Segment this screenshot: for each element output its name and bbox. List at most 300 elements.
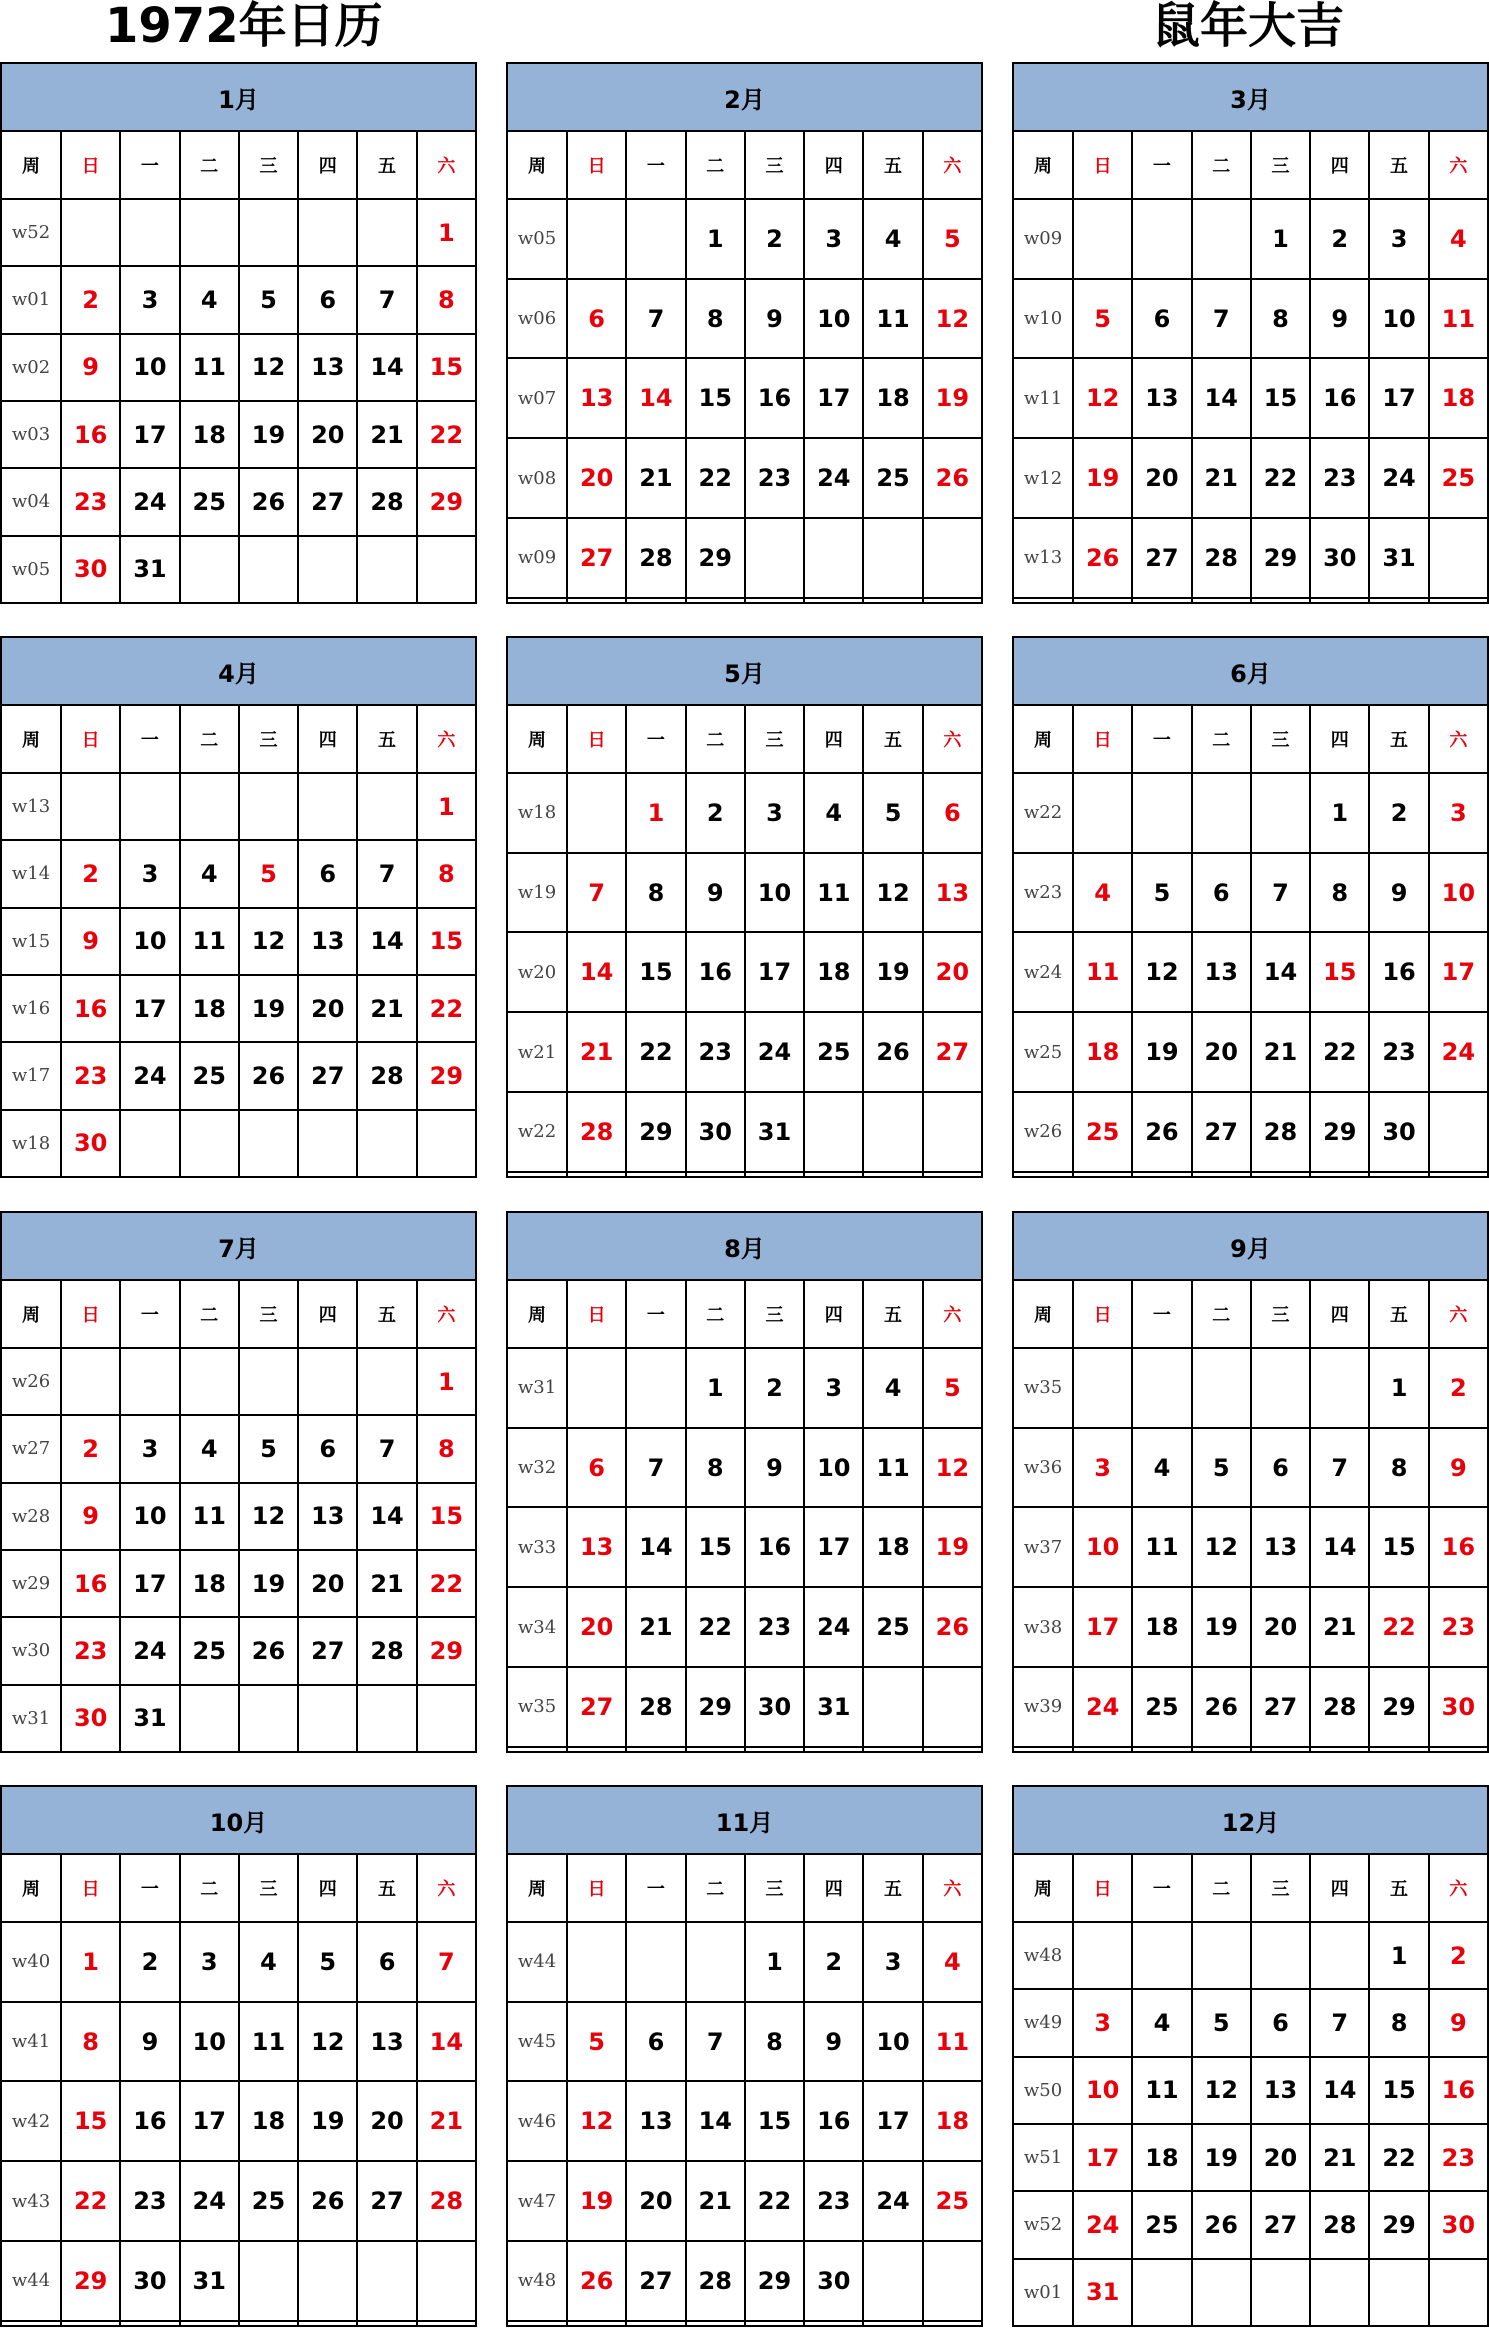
day-cell: 1 — [686, 1348, 745, 1428]
week-row — [1013, 1092, 1488, 1172]
weekday-header: 六 — [417, 705, 476, 773]
weekday-header: 一 — [120, 705, 179, 773]
day-cell: 18 — [863, 358, 922, 438]
day-cell: 9 — [1310, 279, 1369, 359]
week-number: w40 — [1, 1922, 61, 2002]
day-cell: 14 — [1192, 358, 1251, 438]
day-cell: 4 — [804, 773, 863, 853]
weekday-header: 周 — [507, 705, 567, 773]
weekday-header: 一 — [626, 705, 685, 773]
week-number: w45 — [507, 2002, 567, 2082]
day-cell — [298, 1110, 357, 1177]
day-cell: 16 — [745, 358, 804, 438]
day-cell — [239, 1685, 298, 1752]
day-cell: 5 — [567, 2002, 626, 2082]
weekday-header: 日 — [61, 131, 120, 199]
weekday-header: 周 — [507, 1280, 567, 1348]
day-cell: 6 — [298, 266, 357, 333]
week-row — [1013, 1922, 1488, 1989]
day-cell: 26 — [567, 2241, 626, 2321]
day-cell — [863, 1172, 922, 1177]
day-cell: 17 — [804, 1507, 863, 1587]
weekday-header: 六 — [923, 1854, 982, 1922]
day-cell — [567, 199, 626, 279]
day-cell: 2 — [745, 199, 804, 279]
day-cell: 1 — [417, 773, 476, 840]
day-cell — [863, 598, 922, 603]
week-row — [507, 1012, 982, 1092]
day-cell: 20 — [298, 1550, 357, 1617]
weekday-header: 六 — [1429, 705, 1488, 773]
day-cell — [1429, 518, 1488, 598]
day-cell — [1429, 1747, 1488, 1752]
day-cell: 24 — [804, 1587, 863, 1667]
month-6 — [1012, 636, 1489, 1178]
day-cell: 3 — [1429, 773, 1488, 853]
day-cell: 20 — [357, 2081, 416, 2161]
day-cell: 7 — [626, 1428, 685, 1508]
day-cell: 7 — [686, 2002, 745, 2082]
week-row — [507, 598, 982, 603]
day-cell: 17 — [1429, 932, 1488, 1012]
day-cell: 19 — [923, 1507, 982, 1587]
day-cell: 28 — [357, 468, 416, 535]
weekday-header: 三 — [239, 1854, 298, 1922]
week-row — [1013, 1507, 1488, 1587]
weekday-header: 周 — [1, 131, 61, 199]
week-row — [1013, 1012, 1488, 1092]
weekday-header: 六 — [923, 1280, 982, 1348]
day-cell: 4 — [180, 840, 239, 907]
month-table — [1012, 636, 1489, 1178]
day-cell: 13 — [567, 1507, 626, 1587]
month-table — [1012, 1211, 1489, 1753]
weekday-header: 四 — [298, 1854, 357, 1922]
week-number: w03 — [1, 401, 61, 468]
day-cell: 17 — [1073, 2124, 1132, 2191]
weekday-header-row — [507, 1854, 982, 1922]
day-cell — [567, 1922, 626, 2002]
day-cell: 29 — [417, 1042, 476, 1109]
month-table — [0, 636, 477, 1178]
weekday-header-row — [1, 705, 476, 773]
day-cell: 17 — [804, 358, 863, 438]
day-cell — [686, 2321, 745, 2326]
day-cell: 19 — [1132, 1012, 1191, 1092]
weekday-header: 五 — [357, 131, 416, 199]
week-row — [1, 536, 476, 603]
day-cell: 4 — [180, 266, 239, 333]
weekday-header-row — [507, 1280, 982, 1348]
week-number: w05 — [507, 199, 567, 279]
day-cell — [863, 2321, 922, 2326]
day-cell: 4 — [1429, 199, 1488, 279]
week-number: w27 — [1, 1415, 61, 1482]
day-cell: 17 — [180, 2081, 239, 2161]
day-cell: 1 — [745, 1922, 804, 2002]
day-cell: 28 — [567, 1092, 626, 1172]
day-cell: 2 — [1310, 199, 1369, 279]
week-row — [1013, 1747, 1488, 1752]
weekday-header: 二 — [1192, 705, 1251, 773]
weekday-header: 日 — [567, 131, 626, 199]
day-cell: 20 — [298, 401, 357, 468]
week-row — [1013, 279, 1488, 359]
weekday-header: 二 — [686, 1854, 745, 1922]
week-row — [1, 2321, 476, 2326]
week-row — [507, 1587, 982, 1667]
week-row — [507, 2321, 982, 2326]
day-cell: 15 — [1310, 932, 1369, 1012]
week-row — [507, 932, 982, 1012]
weekday-header: 五 — [357, 705, 416, 773]
day-cell — [626, 1747, 685, 1752]
day-cell: 15 — [686, 1507, 745, 1587]
day-cell: 15 — [1369, 2057, 1428, 2124]
day-cell — [863, 1667, 922, 1747]
week-row — [1, 1617, 476, 1684]
week-number — [1013, 1172, 1073, 1177]
week-number — [1013, 598, 1073, 603]
day-cell: 16 — [61, 401, 120, 468]
week-row — [1, 1550, 476, 1617]
day-cell: 23 — [1369, 1012, 1428, 1092]
day-cell: 29 — [1251, 518, 1310, 598]
week-number: w15 — [1, 908, 61, 975]
day-cell — [180, 199, 239, 266]
day-cell: 28 — [626, 518, 685, 598]
month-table — [506, 62, 983, 604]
day-cell: 20 — [1251, 2124, 1310, 2191]
month-3 — [1012, 62, 1489, 604]
day-cell: 12 — [239, 1483, 298, 1550]
day-cell: 8 — [1310, 853, 1369, 933]
day-cell: 6 — [923, 773, 982, 853]
day-cell — [626, 199, 685, 279]
day-cell: 7 — [357, 840, 416, 907]
day-cell: 25 — [239, 2161, 298, 2241]
day-cell: 5 — [1132, 853, 1191, 933]
day-cell: 24 — [1073, 2191, 1132, 2258]
day-cell: 1 — [1310, 773, 1369, 853]
week-number: w26 — [1, 1348, 61, 1415]
day-cell: 15 — [61, 2081, 120, 2161]
day-cell: 9 — [120, 2002, 179, 2082]
day-cell: 6 — [626, 2002, 685, 2082]
day-cell — [180, 536, 239, 603]
day-cell: 22 — [417, 975, 476, 1042]
day-cell: 27 — [626, 2241, 685, 2321]
day-cell: 9 — [61, 1483, 120, 1550]
weekday-header: 二 — [686, 1280, 745, 1348]
day-cell — [567, 1747, 626, 1752]
day-cell: 24 — [1429, 1012, 1488, 1092]
day-cell: 7 — [1192, 279, 1251, 359]
day-cell: 22 — [417, 1550, 476, 1617]
day-cell: 12 — [1073, 358, 1132, 438]
weekday-header: 一 — [120, 131, 179, 199]
day-cell: 26 — [923, 1587, 982, 1667]
day-cell: 9 — [745, 279, 804, 359]
day-cell — [686, 1922, 745, 2002]
day-cell: 23 — [1429, 2124, 1488, 2191]
week-row — [1, 2241, 476, 2321]
day-cell — [298, 536, 357, 603]
day-cell: 27 — [357, 2161, 416, 2241]
week-number: w37 — [1013, 1507, 1073, 1587]
week-number: w46 — [507, 2081, 567, 2161]
day-cell: 27 — [298, 468, 357, 535]
week-number — [507, 1172, 567, 1177]
month-title: 3月 — [1013, 63, 1488, 131]
week-number: w20 — [507, 932, 567, 1012]
day-cell: 6 — [1192, 853, 1251, 933]
week-number: w25 — [1013, 1012, 1073, 1092]
day-cell: 1 — [1369, 1922, 1428, 1989]
day-cell: 31 — [745, 1092, 804, 1172]
day-cell: 27 — [298, 1042, 357, 1109]
month-11 — [506, 1785, 983, 2327]
week-row — [1013, 1667, 1488, 1747]
week-number: w22 — [507, 1092, 567, 1172]
weekday-header: 五 — [863, 1280, 922, 1348]
day-cell: 31 — [1369, 518, 1428, 598]
week-row — [1013, 518, 1488, 598]
day-cell: 23 — [61, 1617, 120, 1684]
week-row — [1013, 2124, 1488, 2191]
day-cell — [357, 199, 416, 266]
weekday-header: 二 — [180, 705, 239, 773]
week-number: w29 — [1, 1550, 61, 1617]
day-cell: 9 — [1429, 1989, 1488, 2056]
day-cell — [61, 773, 120, 840]
week-row — [507, 1428, 982, 1508]
day-cell: 14 — [567, 932, 626, 1012]
weekday-header-row — [1, 1280, 476, 1348]
week-number: w42 — [1, 2081, 61, 2161]
day-cell: 25 — [1132, 2191, 1191, 2258]
month-8 — [506, 1211, 983, 1753]
day-cell: 13 — [1251, 2057, 1310, 2124]
week-row — [507, 2002, 982, 2082]
day-cell: 6 — [1251, 1428, 1310, 1508]
day-cell: 8 — [1369, 1428, 1428, 1508]
week-row — [507, 1507, 982, 1587]
week-number: w50 — [1013, 2057, 1073, 2124]
week-number: w09 — [1013, 199, 1073, 279]
week-row — [1, 840, 476, 907]
week-row — [507, 2081, 982, 2161]
day-cell: 4 — [180, 1415, 239, 1482]
weekday-header: 四 — [298, 1280, 357, 1348]
weekday-header: 日 — [567, 1280, 626, 1348]
weekday-header: 五 — [357, 1280, 416, 1348]
day-cell: 18 — [923, 2081, 982, 2161]
day-cell: 9 — [61, 908, 120, 975]
day-cell: 3 — [1073, 1989, 1132, 2056]
week-row — [1013, 438, 1488, 518]
day-cell — [298, 2241, 357, 2321]
day-cell: 15 — [745, 2081, 804, 2161]
day-cell: 17 — [1073, 1587, 1132, 1667]
day-cell: 8 — [417, 840, 476, 907]
weekday-header: 日 — [567, 705, 626, 773]
day-cell — [626, 2321, 685, 2326]
day-cell — [1132, 2259, 1191, 2326]
weekday-header: 二 — [686, 131, 745, 199]
weekday-header: 周 — [1, 705, 61, 773]
day-cell — [804, 518, 863, 598]
day-cell: 25 — [1132, 1667, 1191, 1747]
weekday-header: 四 — [804, 131, 863, 199]
day-cell: 28 — [417, 2161, 476, 2241]
day-cell: 28 — [1251, 1092, 1310, 1172]
day-cell — [239, 2321, 298, 2326]
day-cell: 19 — [1192, 1587, 1251, 1667]
day-cell: 4 — [1073, 853, 1132, 933]
day-cell: 19 — [567, 2161, 626, 2241]
weekday-header: 三 — [745, 1854, 804, 1922]
day-cell: 13 — [357, 2002, 416, 2082]
month-title: 9月 — [1013, 1212, 1488, 1280]
weekday-header: 四 — [804, 1280, 863, 1348]
week-row — [507, 773, 982, 853]
day-cell: 16 — [804, 2081, 863, 2161]
day-cell: 18 — [804, 932, 863, 1012]
month-table — [506, 636, 983, 1178]
day-cell: 5 — [1192, 1989, 1251, 2056]
day-cell: 25 — [1429, 438, 1488, 518]
weekday-header: 四 — [1310, 1854, 1369, 1922]
day-cell: 15 — [1251, 358, 1310, 438]
day-cell: 7 — [1251, 853, 1310, 933]
weekday-header: 日 — [1073, 1854, 1132, 1922]
day-cell: 25 — [923, 2161, 982, 2241]
day-cell — [567, 1348, 626, 1428]
week-row — [1013, 2259, 1488, 2326]
day-cell: 21 — [686, 2161, 745, 2241]
weekday-header: 周 — [507, 131, 567, 199]
day-cell: 23 — [61, 468, 120, 535]
day-cell: 24 — [1369, 438, 1428, 518]
day-cell: 16 — [120, 2081, 179, 2161]
day-cell: 21 — [1251, 1012, 1310, 1092]
day-cell: 13 — [298, 1483, 357, 1550]
day-cell — [417, 536, 476, 603]
day-cell — [1251, 2259, 1310, 2326]
day-cell: 2 — [61, 1415, 120, 1482]
day-cell: 28 — [1310, 2191, 1369, 2258]
day-cell: 11 — [1132, 2057, 1191, 2124]
week-number: w36 — [1013, 1428, 1073, 1508]
week-row — [507, 853, 982, 933]
day-cell: 31 — [120, 536, 179, 603]
day-cell — [1132, 1747, 1191, 1752]
day-cell: 16 — [1369, 932, 1428, 1012]
day-cell: 26 — [239, 1042, 298, 1109]
day-cell: 13 — [923, 853, 982, 933]
day-cell: 9 — [1429, 1428, 1488, 1508]
day-cell: 19 — [1192, 2124, 1251, 2191]
day-cell: 22 — [745, 2161, 804, 2241]
day-cell — [626, 598, 685, 603]
day-cell: 5 — [923, 199, 982, 279]
day-cell — [357, 1348, 416, 1415]
day-cell: 29 — [1310, 1092, 1369, 1172]
day-cell — [357, 1685, 416, 1752]
week-row — [1, 2081, 476, 2161]
day-cell: 2 — [61, 266, 120, 333]
day-cell — [239, 536, 298, 603]
day-cell: 16 — [1429, 2057, 1488, 2124]
day-cell: 14 — [626, 1507, 685, 1587]
day-cell: 29 — [626, 1092, 685, 1172]
week-number — [507, 598, 567, 603]
day-cell: 20 — [1132, 438, 1191, 518]
day-cell: 16 — [686, 932, 745, 1012]
weekday-header-row — [507, 705, 982, 773]
day-cell: 4 — [863, 1348, 922, 1428]
day-cell — [1251, 773, 1310, 853]
week-row — [1, 2002, 476, 2082]
day-cell: 28 — [357, 1042, 416, 1109]
day-cell: 13 — [1192, 932, 1251, 1012]
day-cell — [626, 1348, 685, 1428]
day-cell — [1132, 1172, 1191, 1177]
day-cell: 19 — [239, 1550, 298, 1617]
day-cell: 17 — [1369, 358, 1428, 438]
day-cell: 9 — [804, 2002, 863, 2082]
day-cell: 23 — [745, 1587, 804, 1667]
week-row — [1013, 2057, 1488, 2124]
day-cell: 13 — [298, 908, 357, 975]
day-cell: 25 — [180, 1042, 239, 1109]
day-cell: 28 — [357, 1617, 416, 1684]
day-cell: 5 — [863, 773, 922, 853]
day-cell: 12 — [923, 279, 982, 359]
week-number: w30 — [1, 1617, 61, 1684]
day-cell — [1369, 1747, 1428, 1752]
day-cell — [1132, 199, 1191, 279]
week-number: w10 — [1013, 279, 1073, 359]
week-number: w34 — [507, 1587, 567, 1667]
weekday-header: 五 — [1369, 705, 1428, 773]
day-cell: 9 — [745, 1428, 804, 1508]
day-cell — [1073, 1922, 1132, 1989]
day-cell: 14 — [357, 1483, 416, 1550]
month-7 — [0, 1211, 477, 1753]
week-row — [1013, 932, 1488, 1012]
day-cell: 2 — [745, 1348, 804, 1428]
day-cell — [298, 2321, 357, 2326]
month-title: 10月 — [1, 1786, 476, 1854]
day-cell — [1073, 1172, 1132, 1177]
weekday-header: 六 — [1429, 1854, 1488, 1922]
day-cell: 2 — [1369, 773, 1428, 853]
day-cell: 31 — [180, 2241, 239, 2321]
day-cell: 10 — [1429, 853, 1488, 933]
day-cell: 11 — [923, 2002, 982, 2082]
weekday-header-row — [1, 131, 476, 199]
day-cell: 14 — [357, 334, 416, 401]
day-cell: 15 — [626, 932, 685, 1012]
day-cell: 16 — [61, 975, 120, 1042]
week-number: w33 — [507, 1507, 567, 1587]
week-row — [1013, 1428, 1488, 1508]
week-number — [507, 1747, 567, 1752]
day-cell: 23 — [686, 1012, 745, 1092]
week-row — [1013, 2191, 1488, 2258]
